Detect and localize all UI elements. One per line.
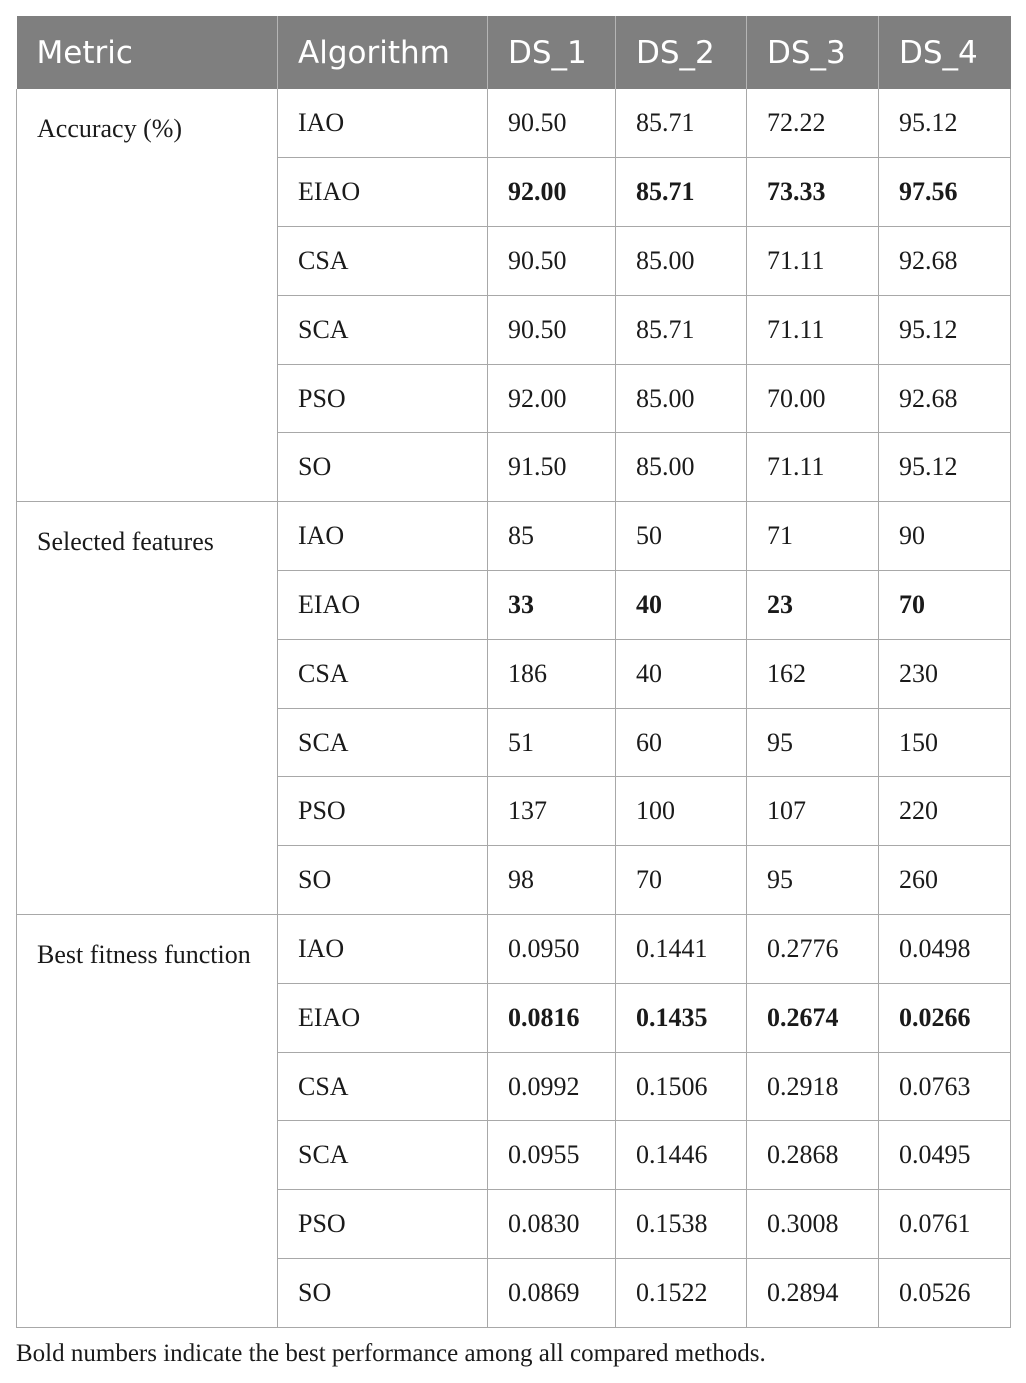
value-cell-ds2: 40 <box>616 639 747 708</box>
value-cell-ds4: 92.68 <box>879 364 1011 433</box>
algorithm-cell: PSO <box>278 777 488 846</box>
value-cell-ds2: 40 <box>616 571 747 640</box>
value-cell-ds3: 71.11 <box>747 295 879 364</box>
value-cell-ds1: 186 <box>488 639 616 708</box>
header-ds3: DS_3 <box>747 16 879 89</box>
value-cell-ds4: 97.56 <box>879 158 1011 227</box>
value-cell-ds2: 85.71 <box>616 89 747 158</box>
table-row <box>17 502 1011 571</box>
algorithm-cell: CSA <box>278 1052 488 1121</box>
value-cell-ds1: 90.50 <box>488 227 616 296</box>
algorithm-cell: PSO <box>278 364 488 433</box>
value-cell-ds4: 220 <box>879 777 1011 846</box>
algorithm-cell: SO <box>278 433 488 502</box>
value-cell-ds3: 71.11 <box>747 227 879 296</box>
algorithm-cell: EIAO <box>278 983 488 1052</box>
value-cell-ds3: 0.2894 <box>747 1259 879 1328</box>
value-cell-ds2: 0.1538 <box>616 1190 747 1259</box>
value-cell-ds3: 72.22 <box>747 89 879 158</box>
value-cell-ds2: 100 <box>616 777 747 846</box>
value-cell-ds2: 70 <box>616 846 747 915</box>
algorithm-cell: IAO <box>278 915 488 984</box>
algorithm-cell: SCA <box>278 1121 488 1190</box>
table-row <box>17 915 1011 984</box>
value-cell-ds2: 85.71 <box>616 158 747 227</box>
value-cell-ds1: 91.50 <box>488 433 616 502</box>
results-table <box>16 16 1011 1328</box>
value-cell-ds2: 60 <box>616 708 747 777</box>
value-cell-ds3: 71.11 <box>747 433 879 502</box>
value-cell-ds2: 0.1446 <box>616 1121 747 1190</box>
value-cell-ds2: 85.00 <box>616 227 747 296</box>
table-footnote: Bold numbers indicate the best performance among all compared methods. <box>16 1340 766 1367</box>
value-cell-ds4: 0.0526 <box>879 1259 1011 1328</box>
algorithm-cell: EIAO <box>278 571 488 640</box>
header-algorithm: Algorithm <box>278 16 488 89</box>
algorithm-cell: SO <box>278 1259 488 1328</box>
value-cell-ds1: 92.00 <box>488 158 616 227</box>
value-cell-ds1: 137 <box>488 777 616 846</box>
value-cell-ds4: 90 <box>879 502 1011 571</box>
algorithm-cell: SCA <box>278 708 488 777</box>
value-cell-ds1: 0.0992 <box>488 1052 616 1121</box>
metric-cell: Best fitness function <box>17 915 278 1328</box>
value-cell-ds3: 70.00 <box>747 364 879 433</box>
header-ds2: DS_2 <box>616 16 747 89</box>
value-cell-ds4: 150 <box>879 708 1011 777</box>
value-cell-ds3: 0.2674 <box>747 983 879 1052</box>
metric-cell: Accuracy (%) <box>17 89 278 502</box>
value-cell-ds1: 85 <box>488 502 616 571</box>
value-cell-ds2: 50 <box>616 502 747 571</box>
value-cell-ds1: 90.50 <box>488 295 616 364</box>
value-cell-ds2: 85.00 <box>616 364 747 433</box>
header-row <box>17 16 1011 89</box>
value-cell-ds2: 85.00 <box>616 433 747 502</box>
value-cell-ds4: 70 <box>879 571 1011 640</box>
value-cell-ds3: 95 <box>747 846 879 915</box>
value-cell-ds4: 0.0266 <box>879 983 1011 1052</box>
value-cell-ds4: 230 <box>879 639 1011 708</box>
value-cell-ds2: 0.1441 <box>616 915 747 984</box>
value-cell-ds3: 0.2918 <box>747 1052 879 1121</box>
value-cell-ds4: 0.0763 <box>879 1052 1011 1121</box>
value-cell-ds4: 95.12 <box>879 89 1011 158</box>
value-cell-ds1: 98 <box>488 846 616 915</box>
value-cell-ds1: 90.50 <box>488 89 616 158</box>
header-metric: Metric <box>17 16 278 89</box>
value-cell-ds3: 0.2868 <box>747 1121 879 1190</box>
header-ds4: DS_4 <box>879 16 1011 89</box>
value-cell-ds2: 0.1506 <box>616 1052 747 1121</box>
value-cell-ds4: 95.12 <box>879 433 1011 502</box>
value-cell-ds4: 260 <box>879 846 1011 915</box>
value-cell-ds1: 0.0869 <box>488 1259 616 1328</box>
value-cell-ds4: 0.0761 <box>879 1190 1011 1259</box>
algorithm-cell: CSA <box>278 639 488 708</box>
value-cell-ds4: 92.68 <box>879 227 1011 296</box>
value-cell-ds3: 0.3008 <box>747 1190 879 1259</box>
value-cell-ds3: 162 <box>747 639 879 708</box>
value-cell-ds1: 33 <box>488 571 616 640</box>
table-row <box>17 89 1011 158</box>
table-header <box>17 16 1011 89</box>
value-cell-ds4: 0.0498 <box>879 915 1011 984</box>
value-cell-ds2: 0.1435 <box>616 983 747 1052</box>
table-body <box>17 89 1011 1327</box>
value-cell-ds4: 95.12 <box>879 295 1011 364</box>
algorithm-cell: SO <box>278 846 488 915</box>
header-ds1: DS_1 <box>488 16 616 89</box>
value-cell-ds1: 92.00 <box>488 364 616 433</box>
algorithm-cell: EIAO <box>278 158 488 227</box>
value-cell-ds2: 85.71 <box>616 295 747 364</box>
algorithm-cell: IAO <box>278 89 488 158</box>
value-cell-ds1: 0.0955 <box>488 1121 616 1190</box>
algorithm-cell: SCA <box>278 295 488 364</box>
value-cell-ds2: 0.1522 <box>616 1259 747 1328</box>
value-cell-ds1: 0.0830 <box>488 1190 616 1259</box>
metric-cell: Selected features <box>17 502 278 915</box>
algorithm-cell: PSO <box>278 1190 488 1259</box>
results-table-container <box>16 16 1010 1328</box>
value-cell-ds3: 95 <box>747 708 879 777</box>
algorithm-cell: IAO <box>278 502 488 571</box>
value-cell-ds3: 0.2776 <box>747 915 879 984</box>
value-cell-ds1: 51 <box>488 708 616 777</box>
value-cell-ds1: 0.0950 <box>488 915 616 984</box>
value-cell-ds3: 107 <box>747 777 879 846</box>
algorithm-cell: CSA <box>278 227 488 296</box>
value-cell-ds3: 73.33 <box>747 158 879 227</box>
value-cell-ds4: 0.0495 <box>879 1121 1011 1190</box>
value-cell-ds1: 0.0816 <box>488 983 616 1052</box>
value-cell-ds3: 23 <box>747 571 879 640</box>
value-cell-ds3: 71 <box>747 502 879 571</box>
